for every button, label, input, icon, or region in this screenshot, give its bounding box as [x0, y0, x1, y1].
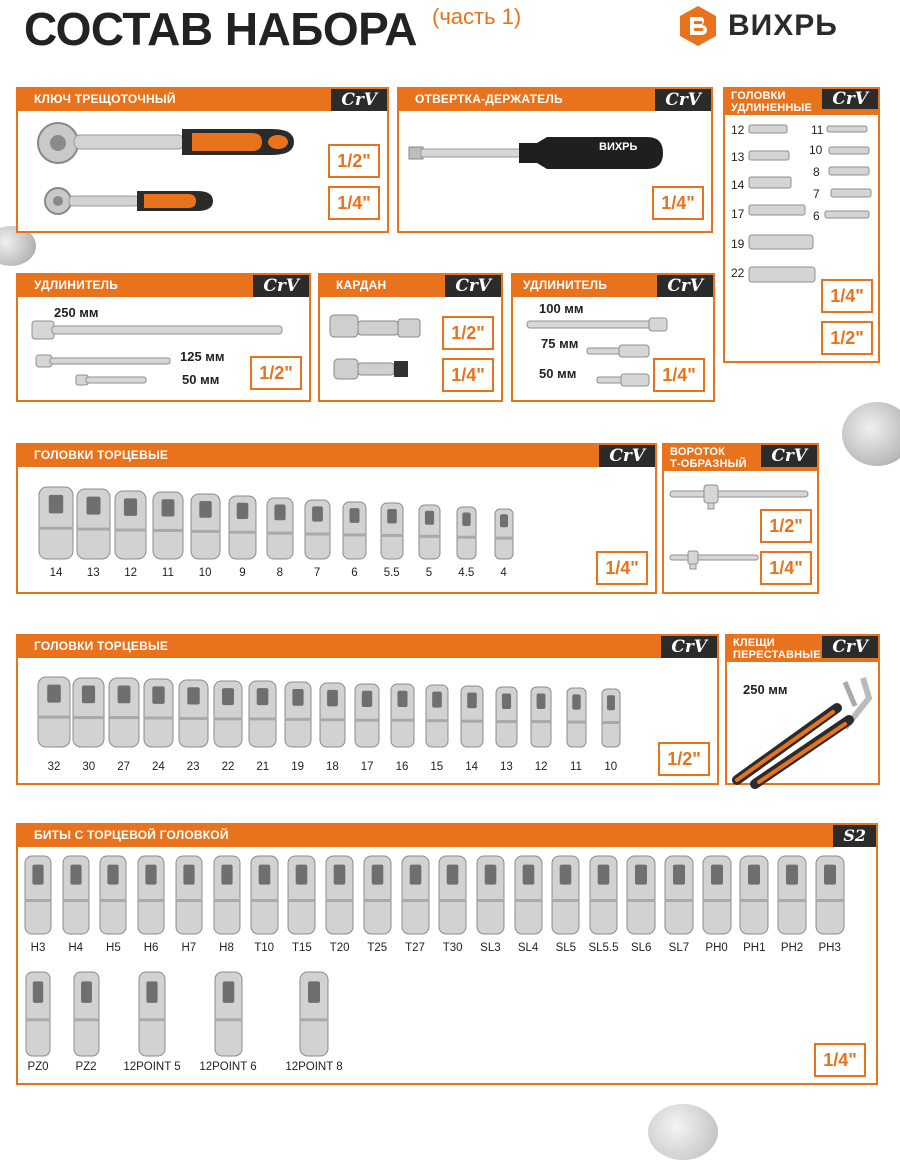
socket-image: [418, 504, 441, 560]
material-badge: CrV: [445, 275, 501, 297]
socket-image: [178, 679, 209, 748]
page-title: СОСТАВ НАБОРА: [24, 3, 417, 55]
socket-image: [143, 678, 174, 748]
bit-socket: [62, 855, 90, 935]
material-badge: CrV: [822, 636, 878, 658]
socket-label: 12: [534, 761, 548, 773]
socket-image: [530, 686, 552, 748]
panel-extension-quarter: [511, 273, 715, 402]
bit-socket-label: SL4: [517, 942, 539, 954]
bit-socket-image: [175, 855, 203, 935]
bit-socket-image: [551, 855, 580, 935]
socket-label: 30: [82, 761, 96, 773]
drive-size-box: 1/4": [328, 186, 380, 220]
panel-extension-half: [16, 273, 311, 402]
bit-socket: [438, 855, 467, 935]
bit-socket-image: [99, 855, 127, 935]
panel-title: КЛЮЧ ТРЕЩОТОЧНЫЙ: [34, 92, 176, 106]
bit-socket-image: [815, 855, 845, 935]
socket-image: [390, 683, 415, 748]
bit-socket-image: [514, 855, 543, 935]
socket: [342, 501, 367, 560]
bit-socket-label: T20: [329, 942, 350, 954]
bit-socket-image: [702, 855, 732, 935]
bit-socket-image: [589, 855, 618, 935]
bit-socket-label: H8: [219, 942, 234, 954]
drive-size-box: 1/2": [250, 356, 302, 390]
socket-image: [456, 506, 477, 560]
panel-bits: [16, 823, 878, 1085]
socket: [108, 677, 140, 748]
bit-socket: [250, 855, 279, 935]
socket: [248, 680, 277, 748]
long-sockets-image: [725, 117, 880, 287]
socket-label: 19: [291, 761, 304, 773]
bit-socket: [589, 855, 618, 935]
bit-socket: [175, 855, 203, 935]
bit-socket: [664, 855, 694, 935]
socket-label: 14: [465, 761, 478, 773]
material-badge: S2: [833, 825, 876, 847]
extension-length-label: 250 мм: [54, 305, 99, 320]
socket-label: 13: [86, 567, 100, 579]
bit-socket: [214, 971, 243, 1057]
bit-socket-image: [401, 855, 430, 935]
drive-size-box: 1/4": [814, 1043, 866, 1077]
bit-socket: [702, 855, 732, 935]
bit-socket-label: H4: [68, 942, 84, 954]
bit-socket: [73, 971, 100, 1057]
socket-label: 4: [500, 567, 507, 579]
bit-socket-image: [24, 855, 52, 935]
panel-title-line1: КЛЕЩИ: [733, 637, 775, 649]
socket-image: [494, 508, 514, 560]
extension-length-label: 50 мм: [539, 366, 577, 381]
long-head-label: 6: [813, 209, 820, 223]
socket-image: [566, 687, 587, 748]
socket-image: [152, 491, 184, 560]
bit-socket: [514, 855, 543, 935]
socket: [456, 506, 477, 560]
page-subtitle: (часть 1): [432, 4, 522, 29]
socket-image: [37, 676, 71, 748]
socket-image: [38, 486, 74, 560]
bit-socket-label: T30: [442, 942, 463, 954]
pliers-length-label: 250 мм: [743, 682, 788, 697]
extension-bars-quarter-image: [527, 315, 667, 395]
bit-socket: [25, 971, 51, 1057]
brand-logo-block: [676, 4, 838, 48]
socket: [152, 491, 184, 560]
panel-title: ГОЛОВКИ ТОРЦЕВЫЕ: [34, 448, 169, 462]
long-head-label: 13: [731, 150, 745, 164]
decorative-socket-blur: [648, 1104, 718, 1160]
socket: [76, 488, 111, 560]
socket-image: [72, 677, 105, 748]
panel-cardan: [318, 273, 503, 402]
bit-socket-image: [363, 855, 392, 935]
socket-image: [354, 683, 380, 748]
bit-socket-label: H6: [143, 942, 159, 954]
bit-socket-image: [138, 971, 166, 1057]
long-head-label: 14: [731, 178, 745, 192]
socket-label: 6: [351, 567, 358, 579]
socket-image: [601, 688, 621, 748]
extension-length-label: 75 мм: [541, 336, 579, 351]
bit-socket-label: SL6: [630, 942, 652, 954]
bit-socket: [99, 855, 127, 935]
bit-socket-label: SL7: [668, 942, 690, 954]
panel-sockets-quarter: [16, 443, 657, 594]
bit-socket: [476, 855, 505, 935]
panel-ratchet: [16, 87, 389, 233]
socket: [354, 683, 380, 748]
material-badge: CrV: [655, 89, 711, 111]
drive-size-box: 1/4": [596, 551, 648, 585]
panel-title: БИТЫ С ТОРЦЕВОЙ ГОЛОВКОЙ: [34, 828, 229, 842]
long-head-label: 22: [731, 266, 745, 280]
bit-socket-image: [213, 855, 241, 935]
socket-label: 5: [425, 567, 433, 579]
bit-socket-label: PZ0: [27, 1061, 49, 1073]
panel-title: ОТВЕРТКА-ДЕРЖАТЕЛЬ: [415, 92, 563, 106]
bit-socket-label: PH0: [705, 942, 728, 954]
bit-socket-image: [299, 971, 329, 1057]
drive-size-box: 1/2": [658, 742, 710, 776]
socket: [190, 493, 221, 560]
socket: [266, 497, 294, 560]
long-head-label: 7: [813, 187, 820, 201]
bit-socket: [325, 855, 354, 935]
brand-name: ВИХРЬ: [728, 9, 838, 42]
socket: [380, 502, 404, 560]
brand-hexagon-icon: [676, 4, 720, 48]
socket: [72, 677, 105, 748]
bit-socket-image: [73, 971, 100, 1057]
panel-screwdriver: [397, 87, 713, 233]
drive-size-box: 1/2": [821, 321, 873, 355]
socket-label: 11: [161, 567, 174, 579]
socket-image: [380, 502, 404, 560]
panel-t-handle: [662, 443, 819, 594]
bit-socket-image: [214, 971, 243, 1057]
bit-socket-image: [137, 855, 165, 935]
panel-pliers: [725, 634, 880, 785]
long-head-label: 11: [811, 123, 824, 137]
socket: [566, 687, 587, 748]
long-head-label: 17: [731, 207, 745, 221]
socket: [530, 686, 552, 748]
socket-label: 7: [313, 567, 321, 579]
socket-label: 10: [198, 567, 212, 579]
bit-socket: [287, 855, 316, 935]
bit-socket-label: PH1: [743, 942, 766, 954]
socket: [425, 684, 449, 748]
socket-label: 17: [360, 761, 374, 773]
socket: [284, 681, 312, 748]
drive-size-box: 1/2": [442, 316, 494, 350]
socket-image: [108, 677, 140, 748]
socket-label: 5.5: [383, 567, 400, 579]
bit-socket-image: [664, 855, 694, 935]
socket-label: 12: [124, 567, 137, 579]
drive-size-box: 1/2": [760, 509, 812, 543]
socket-image: [76, 488, 111, 560]
bit-socket-label: SL5.5: [588, 942, 619, 954]
bit-socket: [138, 971, 166, 1057]
extension-length-label: 100 мм: [539, 301, 584, 316]
socket-label: 10: [604, 761, 618, 773]
bit-socket-label: 12POINT 8: [285, 1061, 343, 1073]
socket-label: 14: [49, 567, 63, 579]
drive-size-box: 1/4": [442, 358, 494, 392]
long-head-label: 19: [731, 237, 745, 251]
socket-label: 18: [325, 761, 339, 773]
panel-title-line2: ПЕРЕСТАВНЫЕ: [733, 649, 821, 661]
socket: [143, 678, 174, 748]
cardan-joints-image: [330, 311, 430, 391]
socket: [601, 688, 621, 748]
bit-socket-image: [476, 855, 505, 935]
socket: [304, 499, 331, 560]
socket-image: [460, 685, 484, 748]
bit-socket-image: [287, 855, 316, 935]
bit-socket-label: H5: [106, 942, 121, 954]
bit-socket-image: [777, 855, 807, 935]
panel-title-line1: ВОРОТОК: [670, 446, 726, 458]
socket-label: 27: [117, 761, 130, 773]
bit-socket: [299, 971, 329, 1057]
bit-socket: [363, 855, 392, 935]
screwdriver-handle-text: ВИХРЬ: [599, 141, 638, 153]
bit-socket: [551, 855, 580, 935]
socket: [460, 685, 484, 748]
panel-title: КАРДАН: [336, 278, 387, 292]
drive-size-box: 1/4": [653, 358, 705, 392]
socket-image: [228, 495, 257, 560]
socket-image: [190, 493, 221, 560]
socket-label: 32: [47, 761, 61, 773]
socket-label: 16: [395, 761, 409, 773]
bit-socket-image: [25, 971, 51, 1057]
socket: [228, 495, 257, 560]
socket: [178, 679, 209, 748]
socket: [390, 683, 415, 748]
bit-socket-image: [62, 855, 90, 935]
socket: [418, 504, 441, 560]
drive-size-box: 1/4": [760, 551, 812, 585]
material-badge: CrV: [331, 89, 387, 111]
bit-socket-label: T27: [405, 942, 425, 954]
bit-socket-image: [626, 855, 656, 935]
bit-socket: [626, 855, 656, 935]
bit-socket-label: H3: [30, 942, 46, 954]
bit-socket-label: SL3: [480, 942, 501, 954]
socket-image: [319, 682, 346, 748]
socket: [494, 508, 514, 560]
bit-socket: [137, 855, 165, 935]
socket-label: 15: [430, 761, 444, 773]
bit-socket: [739, 855, 769, 935]
ratchet-small-image: [42, 185, 222, 221]
drive-size-box: 1/4": [821, 279, 873, 313]
extension-length-label: 50 мм: [182, 372, 220, 387]
panel-title: ГОЛОВКИ ТОРЦЕВЫЕ: [34, 639, 169, 653]
bit-socket: [401, 855, 430, 935]
socket: [37, 676, 71, 748]
socket: [213, 680, 243, 748]
bit-socket-image: [438, 855, 467, 935]
long-head-label: 12: [731, 123, 745, 137]
long-head-label: 8: [813, 165, 820, 179]
socket-label: 8: [276, 567, 283, 579]
socket-image: [342, 501, 367, 560]
bit-socket-label: SL5: [555, 942, 577, 954]
socket-label: 13: [499, 761, 513, 773]
socket-label: 24: [151, 761, 165, 773]
bit-socket-label: 12POINT 5: [123, 1061, 181, 1073]
drive-size-box: 1/4": [652, 186, 704, 220]
socket-label: 9: [239, 567, 246, 579]
socket-image: [425, 684, 449, 748]
bit-socket-label: PH3: [818, 942, 841, 954]
socket-image: [114, 490, 147, 560]
extension-length-label: 125 мм: [180, 349, 225, 364]
material-badge: CrV: [599, 445, 655, 467]
socket-image: [495, 686, 518, 748]
bit-socket: [213, 855, 241, 935]
socket-image: [248, 680, 277, 748]
panel-title-line2: УДЛИНЕННЫЕ: [731, 102, 813, 114]
pliers-image: [733, 668, 875, 786]
panel-title-line2: Т-ОБРАЗНЫЙ: [670, 458, 747, 470]
socket-image: [284, 681, 312, 748]
material-badge: CrV: [657, 275, 713, 297]
socket-label: 23: [186, 761, 200, 773]
socket: [495, 686, 518, 748]
bit-socket-label: H7: [181, 942, 197, 954]
material-badge: CrV: [822, 89, 878, 109]
panel-long-heads: [723, 87, 880, 363]
bit-socket-image: [739, 855, 769, 935]
bit-socket-label: T25: [367, 942, 388, 954]
material-badge: CrV: [253, 275, 309, 297]
panel-sockets-half: [16, 634, 719, 785]
bit-socket: [24, 855, 52, 935]
socket: [114, 490, 147, 560]
panel-title-line1: ГОЛОВКИ: [731, 90, 786, 102]
bit-socket-label: T10: [254, 942, 275, 954]
bit-socket: [777, 855, 807, 935]
bit-socket-image: [250, 855, 279, 935]
bit-socket: [815, 855, 845, 935]
long-head-label: 10: [809, 143, 823, 157]
panel-title: УДЛИНИТЕЛЬ: [523, 278, 608, 292]
decorative-socket-blur: [842, 402, 900, 466]
panel-title: УДЛИНИТЕЛЬ: [34, 278, 119, 292]
socket-label: 4.5: [458, 567, 475, 579]
ratchet-large-image: [32, 119, 312, 175]
socket: [38, 486, 74, 560]
socket-label: 22: [221, 761, 235, 773]
drive-size-box: 1/2": [328, 144, 380, 178]
bit-socket-label: PH2: [780, 942, 804, 954]
socket-image: [213, 680, 243, 748]
socket-label: 11: [570, 761, 582, 773]
bit-socket-label: PZ2: [75, 1061, 97, 1073]
socket-image: [266, 497, 294, 560]
bit-socket-image: [325, 855, 354, 935]
socket: [319, 682, 346, 748]
socket-label: 21: [256, 761, 270, 773]
bit-socket-label: 12POINT 6: [199, 1061, 257, 1073]
socket-image: [304, 499, 331, 560]
material-badge: CrV: [761, 445, 817, 467]
bit-socket-label: T15: [291, 942, 312, 954]
material-badge: CrV: [661, 636, 717, 658]
